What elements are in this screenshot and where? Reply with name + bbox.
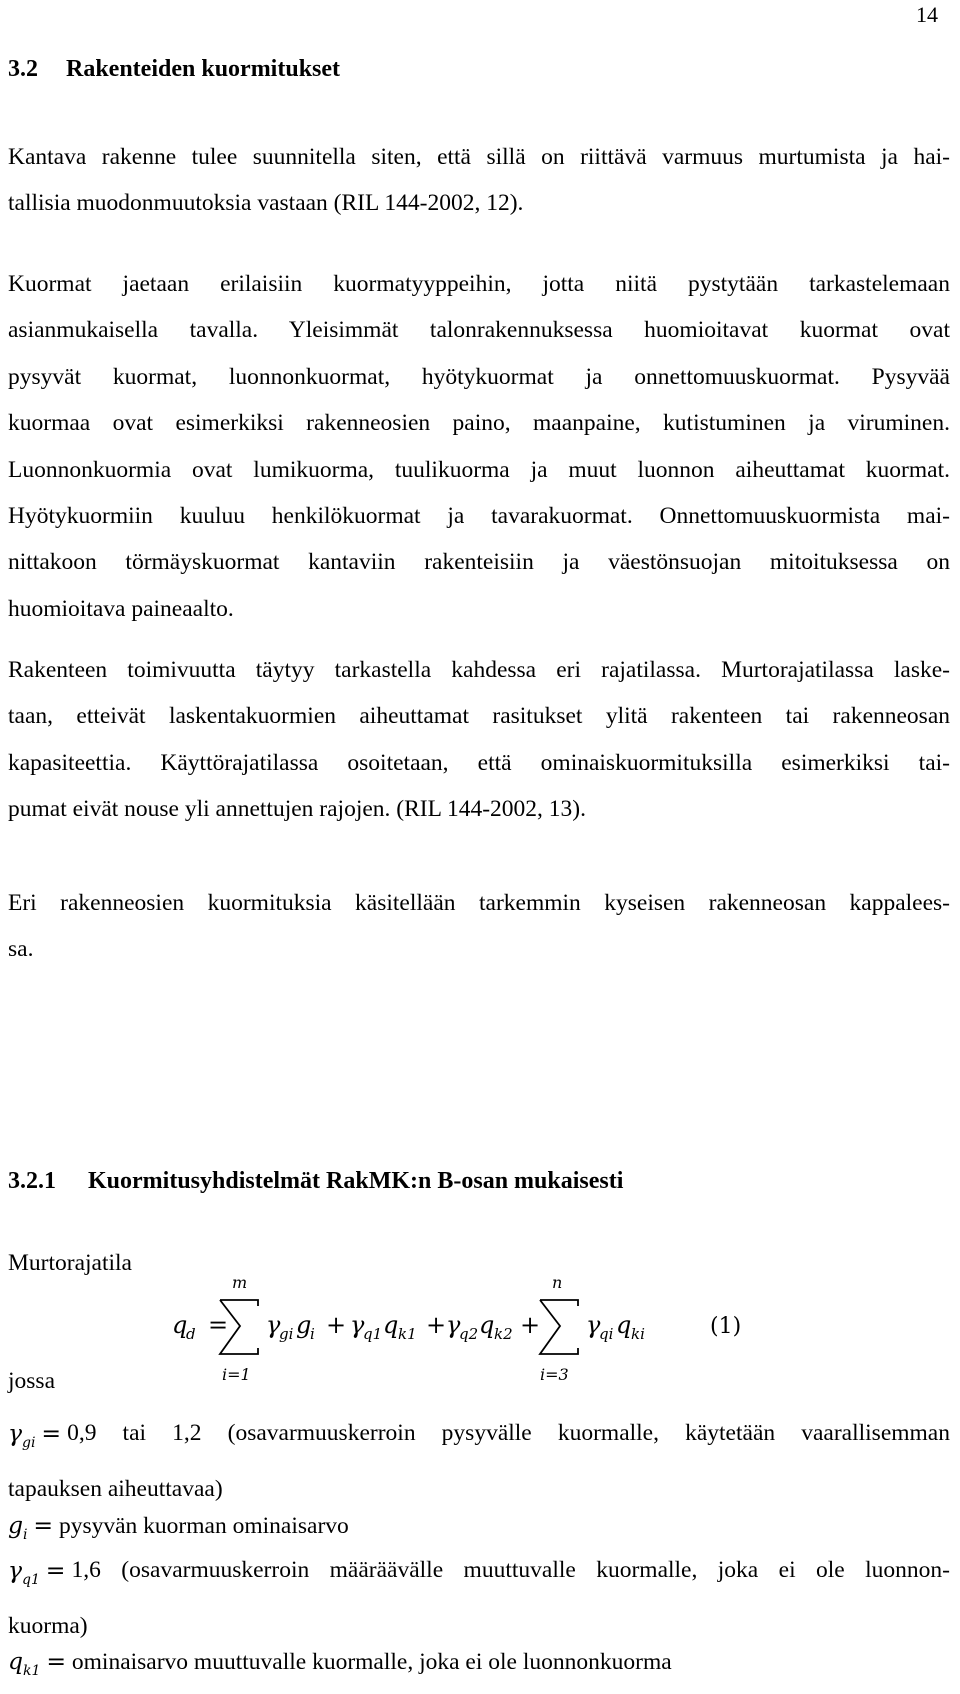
definition-q-k1 <box>8 1638 950 1694</box>
def-symbol: g <box>8 1511 24 1539</box>
term4-q-sub: ki <box>631 1325 645 1343</box>
subsection-heading <box>8 1168 623 1195</box>
paragraph-line: pysyvät kuormat, luonnonkuormat, hyötykuormat ja onnettomuuskuormat. Pysyvää <box>8 363 950 390</box>
subsection-title: Kuormitusyhdistelmät RakMK:n B-osan mukaisesti <box>88 1168 624 1194</box>
subsection-number: 3.2.1 <box>8 1168 56 1194</box>
definition-gamma-gi <box>8 1410 950 1512</box>
paragraph-line: sa. <box>8 936 34 963</box>
section-number: 3.2 <box>8 56 38 82</box>
paragraph-line: taan, etteivät laskentakuormien aiheuttamat rasitukset ylitä rakenteen tai rakenneosan <box>8 703 950 730</box>
paragraph-line: Luonnonkuormia ovat lumikuorma, tuulikuorma ja muut luonnon aiheuttamat kuormat. <box>8 456 950 483</box>
term2-q: q <box>383 1311 399 1339</box>
def-symbol: γ <box>8 1556 23 1584</box>
term4-sub: qi <box>599 1325 614 1343</box>
term3-sub: q2 <box>459 1325 479 1343</box>
paragraph-line: tallisia muodonmuutoksia vastaan (RIL 144-2002, 12). <box>8 190 524 217</box>
definition-gamma-q1 <box>8 1547 950 1649</box>
formula-number: (1) <box>710 1314 742 1339</box>
def-text: ominaisarvo muuttuvalle kuormalle, joka ei ole luonnonkuorma <box>71 1649 672 1675</box>
def-equals: = <box>41 1419 62 1447</box>
term1-g: g <box>296 1311 312 1339</box>
murtorajatila-label: Murtorajatila <box>8 1250 132 1276</box>
def-text: pysyvän kuorman ominaisarvo <box>58 1513 349 1539</box>
def-text: 1,6 (osavarmuuskerroin määräävälle muuttuvalle kuormalle, joka ei ole luonnon- <box>71 1557 950 1583</box>
sum1-lower: i=1 <box>222 1365 251 1384</box>
def-equals: = <box>46 1647 67 1675</box>
section-title: Rakenteiden kuormitukset <box>66 56 341 82</box>
def-sub: q1 <box>22 1572 40 1588</box>
paragraph-line: kapasiteettia. Käyttörajatilassa osoitetaan, että ominaiskuormituksilla esimerkiksi tai- <box>8 749 950 776</box>
def-sub: k1 <box>23 1663 41 1679</box>
term3-q-sub: k2 <box>494 1325 513 1343</box>
paragraph-2 <box>8 261 950 632</box>
def-symbol: γ <box>8 1419 23 1447</box>
def-sub: gi <box>22 1435 36 1451</box>
paragraph-line: kuormaa ovat esimerkiksi rakenneosien paino, maanpaine, kutistuminen ja viruminen. <box>8 410 950 437</box>
page-number: 14 <box>916 2 938 27</box>
plus-1: + <box>326 1311 347 1339</box>
paragraph-line: Eri rakenneosien kuormituksia käsitellään tarkemmin kyseisen rakenneosan kappalees- <box>8 890 950 916</box>
paragraph-line: Kantava rakenne tulee suunnitella siten, että sillä on riittävä varmuus murtumista ja hai- <box>8 144 950 170</box>
def-sub: i <box>23 1527 28 1543</box>
term2-sub: q1 <box>363 1325 383 1343</box>
paragraph-line: pumat eivät nouse yli annettujen rajojen. (RIL 144-2002, 13). <box>8 796 586 823</box>
paragraph-line: Kuormat jaetaan erilaisiin kuormatyyppeihin, jotta niitä pystytään tarkastelemaan <box>8 271 950 297</box>
paragraph-line: Rakenteen toimivuutta täytyy tarkastella kahdessa eri rajatilassa. Murtorajatilassa laske- <box>8 657 950 683</box>
sum2-lower: i=3 <box>540 1365 569 1384</box>
formula-lhs: q <box>172 1311 188 1339</box>
term1-gamma: γ <box>266 1311 281 1339</box>
term1-sub: gi <box>279 1325 294 1343</box>
def-equals: = <box>45 1556 66 1584</box>
def-symbol: q <box>8 1647 24 1675</box>
paragraph-line: Hyötykuormiin kuuluu henkilökuormat ja tavarakuormat. Onnettomuuskuormista mai- <box>8 503 950 530</box>
paragraph-line: nittakoon törmäyskuormat kantaviin rakenteisiin ja väestönsuojan mitoituksessa on <box>8 549 950 576</box>
formula-equals: = <box>208 1311 229 1339</box>
sum1-upper: m <box>232 1273 248 1292</box>
section-heading <box>8 56 340 83</box>
term2-gamma: γ <box>350 1311 365 1339</box>
formula-lhs-sub: d <box>186 1325 196 1343</box>
term4-q: q <box>616 1311 632 1339</box>
term2-q-sub: k1 <box>398 1325 417 1343</box>
formula-svg <box>170 1270 820 1390</box>
plus-2: + <box>426 1311 447 1339</box>
jossa-label: jossa <box>8 1368 55 1394</box>
term3-gamma: γ <box>446 1311 461 1339</box>
term1-g-sub: i <box>310 1325 315 1343</box>
paragraph-3 <box>8 647 950 833</box>
paragraph-line: asianmukaisella tavalla. Yleisimmät talonrakennuksessa huomioitavat kuormat ovat <box>8 317 950 344</box>
term3-q: q <box>479 1311 495 1339</box>
def-text-cont: tapauksen aiheuttavaa) <box>8 1476 223 1502</box>
term4-gamma: γ <box>586 1311 601 1339</box>
plus-3: + <box>520 1311 541 1339</box>
def-text-cont: kuorma) <box>8 1613 88 1639</box>
sum2-upper: n <box>552 1273 563 1292</box>
paragraph-1 <box>8 134 950 227</box>
sum2-sigma <box>540 1300 578 1354</box>
formula-1 <box>170 1270 820 1390</box>
def-equals: = <box>33 1511 54 1539</box>
paragraph-line: huomioitava paineaalto. <box>8 595 234 622</box>
def-text: 0,9 tai 1,2 (osavarmuuskerroin pysyvälle kuormalle, käytetään vaarallisemman <box>67 1420 950 1446</box>
paragraph-4 <box>8 880 950 973</box>
